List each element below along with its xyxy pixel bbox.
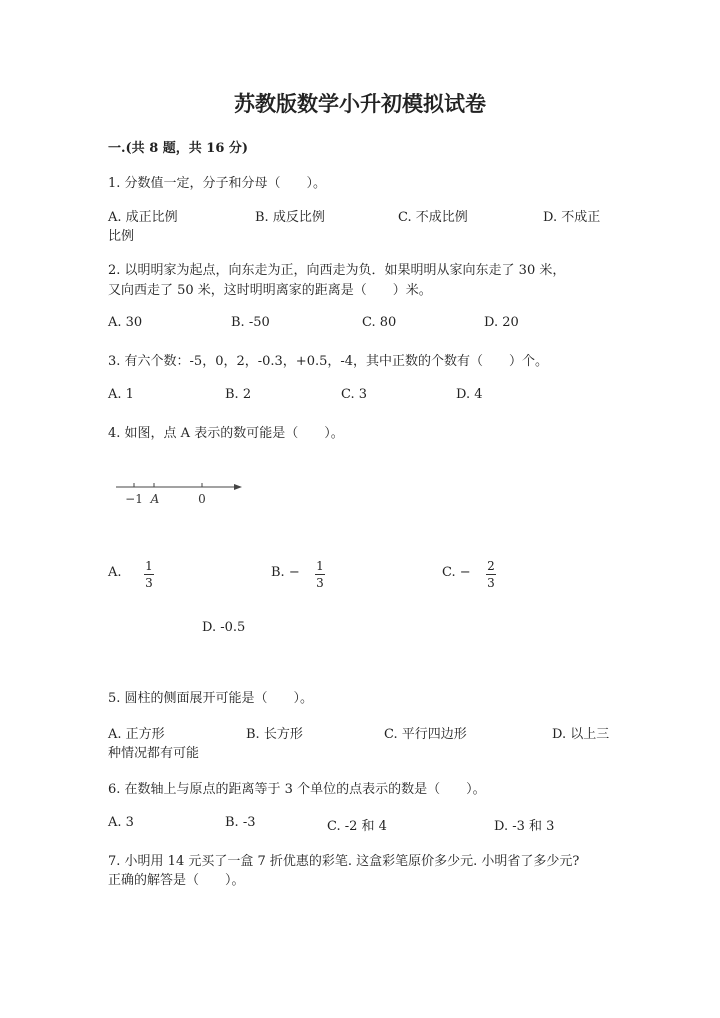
q4-option-c-prefix: C. − <box>442 565 471 580</box>
q1-stem: 1. 分数值一定，分子和分母（ ）。 <box>108 176 327 191</box>
q6-option-b: B. -3 <box>225 815 256 830</box>
label-minus-one: −1 <box>125 492 143 506</box>
arrow-right-icon <box>234 484 242 490</box>
q6-option-d: D. -3 和 3 <box>494 819 555 834</box>
q3-option-b: B. 2 <box>225 387 252 402</box>
q5-option-d-cont: 种情况都有可能 <box>108 746 200 761</box>
q6-option-c: C. -2 和 4 <box>327 819 387 834</box>
q1-option-a: A. 成正比例 <box>108 210 178 225</box>
q4-option-d: D. -0.5 <box>202 620 246 635</box>
label-point-a: A <box>150 492 160 506</box>
fraction-numerator: 1 <box>145 559 153 573</box>
q7-stem-line1: 7. 小明用 14 元买了一盒 7 折优惠的彩笔. 这盒彩笔原价多少元. 小明省了多少元? <box>108 854 580 869</box>
q1-option-b: B. 成反比例 <box>255 210 325 225</box>
q3-stem: 3. 有六个数：-5，0，2，-0.3，+0.5，-4，其中正数的个数有（ ）个。 <box>108 354 549 369</box>
q6-option-a: A. 3 <box>108 815 134 830</box>
q2-option-c: C. 80 <box>362 315 397 330</box>
fraction-denominator: 3 <box>487 576 495 590</box>
page-title: 苏教版数学小升初模拟试卷 <box>234 91 486 116</box>
q1-option-d: D. 不成正 <box>543 210 601 225</box>
q4-option-c-fraction <box>486 559 496 590</box>
q2-stem-line2: 又向西走了 50 米，这时明明离家的距离是（ ）米。 <box>108 283 432 298</box>
fraction-numerator: 2 <box>487 559 495 573</box>
section-heading: 一.(共 8 题，共 16 分) <box>108 141 249 156</box>
q2-option-b: B. -50 <box>231 315 270 330</box>
q5-option-d: D. 以上三 <box>552 727 610 742</box>
q5-option-a: A. 正方形 <box>108 727 165 742</box>
q5-option-c: C. 平行四边形 <box>384 727 467 742</box>
fraction-denominator: 3 <box>316 576 324 590</box>
q4-option-a-prefix: A. <box>108 565 122 580</box>
q3-option-a: A. 1 <box>108 387 134 402</box>
q2-option-d: D. 20 <box>484 315 519 330</box>
q6-stem: 6. 在数轴上与原点的距离等于 3 个单位的点表示的数是（ ）。 <box>108 782 486 797</box>
q5-option-b: B. 长方形 <box>246 727 303 742</box>
q4-option-b-fraction <box>315 559 325 590</box>
q3-option-d: D. 4 <box>456 387 483 402</box>
q1-option-c: C. 不成比例 <box>398 210 468 225</box>
q2-stem-line1: 2. 以明明家为起点，向东走为正，向西走为负．如果明明从家向东走了 30 米， <box>108 263 566 278</box>
q7-stem-line2: 正确的解答是（ ）。 <box>108 873 245 888</box>
q4-stem: 4. 如图，点 A 表示的数可能是（ ）。 <box>108 426 344 441</box>
q5-stem: 5. 圆柱的侧面展开可能是（ ）。 <box>108 691 314 706</box>
label-zero: 0 <box>198 492 206 506</box>
number-line-figure <box>110 476 250 510</box>
q3-option-c: C. 3 <box>341 387 368 402</box>
q1-option-d-cont: 比例 <box>108 229 135 244</box>
q4-option-b-prefix: B. − <box>271 565 300 580</box>
fraction-denominator: 3 <box>145 576 153 590</box>
fraction-numerator: 1 <box>316 559 324 573</box>
q4-option-a-fraction <box>144 559 154 590</box>
q2-option-a: A. 30 <box>108 315 143 330</box>
